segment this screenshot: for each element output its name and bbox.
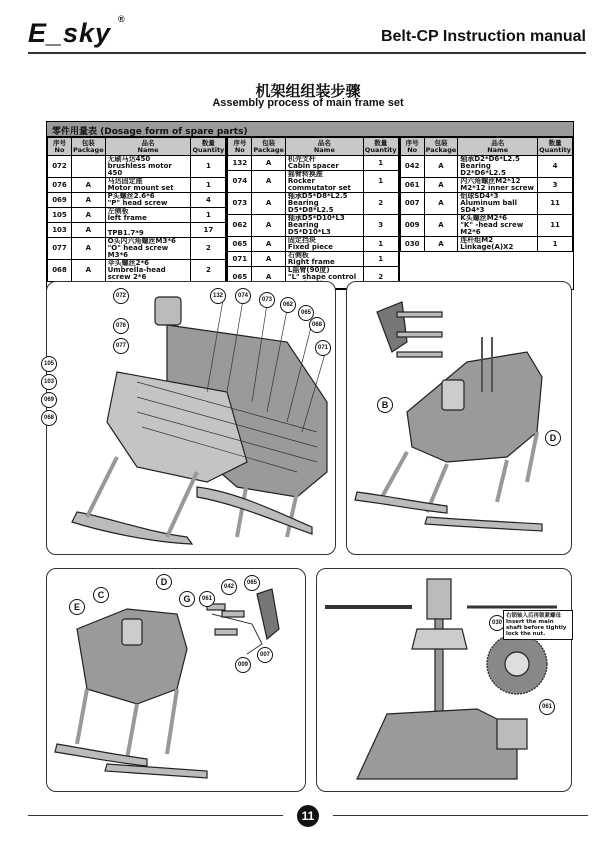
part-name-en: Umbrella-head screw 2*6 — [107, 266, 166, 281]
part-name-cn: 摇臂转换座 — [287, 170, 323, 178]
part-name-cn: 轴承D5*D8*L2.5 — [287, 192, 348, 200]
part-no: 077 — [48, 238, 72, 260]
part-row — [48, 223, 226, 238]
part-no: 030 — [400, 237, 424, 252]
part-quantity: 2 — [191, 260, 226, 282]
callout-077: 077 — [113, 338, 129, 354]
part-name — [285, 156, 363, 171]
part-package: A — [252, 252, 286, 267]
part-name-cn: 连杆组M2 — [460, 236, 494, 244]
header-package: 包装 Package — [73, 138, 104, 154]
part-name-cn: 固定挡块 — [287, 236, 316, 244]
part-quantity: 3 — [538, 178, 573, 193]
part-name-en: Fixed piece — [287, 243, 333, 251]
part-no: 105 — [48, 208, 72, 223]
callout-103: 103 — [41, 374, 57, 390]
part-quantity: 1 — [191, 178, 226, 193]
header-quantity: 数量 Quantity — [364, 138, 397, 154]
part-row — [400, 193, 572, 215]
part-name — [105, 208, 191, 223]
part-package: A — [252, 237, 286, 252]
callout-105: 105 — [41, 356, 57, 372]
main-shaft-note: 右锁轴入后再锁紧螺母 Insert the main shaft before tightly lock the nut. — [503, 610, 573, 640]
part-name — [458, 215, 538, 237]
part-name-cn: 轴承D5*D10*L3 — [287, 214, 345, 222]
part-quantity: 1 — [363, 171, 398, 193]
header-quantity: 数量 Quantity — [539, 138, 571, 154]
part-quantity: 1 — [191, 208, 226, 223]
part-row — [48, 193, 226, 208]
part-name-en: Right frame — [287, 258, 335, 266]
part-no: 076 — [48, 178, 72, 193]
part-no: 065 — [228, 267, 252, 289]
part-no: 132 — [228, 156, 252, 171]
callout-042: 042 — [221, 579, 237, 595]
part-package — [72, 156, 106, 178]
part-name — [285, 252, 363, 267]
callout-c: C — [93, 587, 109, 603]
registered-mark: ® — [118, 14, 126, 24]
part-row — [400, 237, 572, 252]
part-no: 072 — [48, 156, 72, 178]
callout-009: 009 — [235, 657, 251, 673]
part-row — [400, 156, 572, 178]
part-quantity: 1 — [191, 156, 226, 178]
part-no: 069 — [48, 193, 72, 208]
part-name-en: Bearing D2*D6*L2.5 — [460, 162, 506, 177]
callout-061: 061 — [539, 699, 555, 715]
part-package: A — [252, 171, 286, 193]
part-no: 065 — [228, 237, 252, 252]
part-name-en: Bearing D5*D10*L3 — [287, 221, 331, 236]
callout-062: 062 — [280, 297, 296, 313]
part-name-en: Rocker commutator set — [287, 177, 351, 192]
callout-132: 132 — [210, 288, 226, 304]
part-quantity: 17 — [191, 223, 226, 238]
part-name — [458, 237, 538, 252]
part-name-en: brushless motor 450 — [107, 162, 172, 177]
footer-rule-left — [28, 815, 283, 816]
part-no: 068 — [48, 260, 72, 282]
part-quantity: 3 — [363, 215, 398, 237]
header-package: 包装 Package — [253, 138, 284, 154]
part-name — [105, 223, 191, 238]
part-name-en: "K" -head screw M2*6 — [460, 221, 524, 236]
part-quantity: 2 — [191, 238, 226, 260]
part-name-en: left frame — [107, 214, 147, 222]
panel-rotor-head-gear — [316, 568, 572, 792]
part-package: A — [424, 156, 458, 178]
part-name-cn: O头内六角螺丝M3*6 — [107, 237, 176, 245]
rotor-head-illustration — [317, 569, 571, 791]
part-name-en: Linkage(A)X2 — [460, 243, 514, 251]
part-package: A — [72, 193, 106, 208]
part-name-en: Motor mount set — [107, 184, 174, 192]
part-no: 062 — [228, 215, 252, 237]
callout-068b: 068 — [41, 410, 57, 426]
part-package: A — [72, 238, 106, 260]
part-no: 073 — [228, 193, 252, 215]
part-name-en: M2*12 inner screw — [460, 184, 534, 192]
part-name — [285, 237, 363, 252]
callout-g: G — [179, 591, 195, 607]
header-package: 包装 Package — [425, 138, 457, 154]
part-package: A — [424, 215, 458, 237]
part-row — [228, 237, 398, 252]
part-package: A — [252, 156, 286, 171]
part-name-en: TPB1.7*9 — [107, 229, 144, 237]
callout-072: 072 — [113, 288, 129, 304]
part-row — [400, 178, 572, 193]
header-rule — [28, 52, 586, 54]
header-quantity: 数量 Quantity — [192, 138, 225, 154]
part-no: 042 — [400, 156, 424, 178]
part-no: 103 — [48, 223, 72, 238]
part-name-cn: 伞头螺丝2*6 — [107, 259, 150, 267]
part-package: A — [424, 178, 458, 193]
callout-065: 065 — [244, 575, 260, 591]
part-name — [458, 178, 538, 193]
part-name-en: Cabin spacer — [287, 162, 339, 170]
callout-071: 071 — [315, 340, 331, 356]
part-name-en: "L" shape control — [287, 273, 357, 281]
part-name — [285, 215, 363, 237]
spare-parts-heading: 零件用量表 (Dosage form of spare parts) — [47, 122, 573, 137]
callout-065: 065 — [298, 305, 314, 321]
part-quantity: 1 — [363, 237, 398, 252]
part-row — [48, 156, 226, 178]
part-name-en: "P" head screw — [107, 199, 168, 207]
callout-d: D — [156, 574, 172, 590]
part-row — [228, 193, 398, 215]
part-name — [285, 193, 363, 215]
spare-parts-table — [46, 121, 574, 290]
part-quantity: 1 — [363, 156, 398, 171]
panel-frame-servo-mount — [346, 281, 572, 555]
header-no: 序号 No — [228, 138, 252, 156]
parts-column-3 — [400, 137, 573, 289]
callout-061: 061 — [199, 591, 215, 607]
header-name: 品名 Name — [105, 138, 191, 156]
part-quantity: 1 — [538, 237, 573, 252]
part-no: 074 — [228, 171, 252, 193]
part-row — [48, 260, 226, 282]
part-row — [228, 215, 398, 237]
part-name-cn: 铝球SD4*3 — [460, 192, 499, 200]
parts-table-3 — [400, 137, 573, 252]
callout-076: 076 — [113, 318, 129, 334]
part-row — [48, 238, 226, 260]
parts-column-2 — [227, 137, 399, 289]
part-no: 061 — [400, 178, 424, 193]
part-name — [105, 193, 191, 208]
footer-rule-right — [333, 815, 588, 816]
part-name-cn: 马达固定座 — [107, 177, 143, 185]
part-quantity: 1 — [363, 252, 398, 267]
part-package: A — [252, 215, 286, 237]
esky-logo: E_sky ® — [28, 14, 126, 48]
part-quantity: 4 — [538, 156, 573, 178]
part-name-cn: 右侧板 — [287, 251, 309, 259]
part-quantity: 2 — [363, 267, 398, 289]
page-number: 11 — [297, 805, 319, 827]
part-row — [48, 178, 226, 193]
part-name — [105, 178, 191, 193]
part-name-en: Aluminum ball SD4*3 — [460, 199, 517, 214]
header-no: 序号 No — [400, 138, 424, 156]
callout-b: B — [377, 397, 393, 413]
panel-frame-assembled — [46, 568, 306, 792]
callout-e: E — [69, 599, 85, 615]
part-no: 009 — [400, 215, 424, 237]
callout-007: 007 — [257, 647, 273, 663]
part-name — [105, 156, 191, 178]
part-quantity: 4 — [191, 193, 226, 208]
assembled-frame-illustration — [47, 569, 305, 791]
part-name-en: Bearing D5*D8*L2.5 — [287, 199, 334, 214]
part-row — [228, 252, 398, 267]
parts-table-1 — [47, 137, 226, 282]
header-name: 品名 Name — [285, 138, 363, 156]
parts-table-2 — [227, 137, 398, 289]
part-name-cn: L摇臂(90度) — [287, 266, 330, 274]
part-name-cn: 机壳支杆 — [287, 155, 316, 163]
callout-030: 030 — [489, 615, 505, 631]
callout-073: 073 — [259, 292, 275, 308]
part-package: A — [72, 208, 106, 223]
callout-069: 069 — [41, 392, 57, 408]
manual-title: Belt-CP Instruction manual — [380, 28, 586, 45]
part-name — [458, 156, 538, 178]
part-row — [228, 171, 398, 193]
part-name — [458, 193, 538, 215]
part-package: A — [72, 178, 106, 193]
part-no: 071 — [228, 252, 252, 267]
frame-servo-illustration — [347, 282, 571, 554]
part-name-cn: 内六角螺丝M2*12 — [460, 177, 521, 185]
part-name-cn: P头螺丝2.6*6 — [107, 192, 155, 200]
main-frame-illustration — [47, 282, 335, 554]
part-name-cn: 轴承D2*D6*L2.5 — [460, 155, 520, 163]
part-package: A — [72, 223, 106, 238]
part-package: A — [424, 193, 458, 215]
header-name: 品名 Name — [458, 138, 538, 156]
part-quantity: 11 — [538, 193, 573, 215]
part-package: A — [252, 267, 286, 289]
part-quantity: 2 — [363, 193, 398, 215]
part-package: A — [252, 193, 286, 215]
part-name-cn: 无刷马达450 — [107, 155, 151, 163]
part-name-en: "O" head screw M3*6 — [107, 244, 169, 259]
part-row — [48, 208, 226, 223]
panel-main-frame-exploded — [43, 281, 336, 555]
header-no: 序号 No — [48, 138, 72, 156]
part-name — [105, 238, 191, 260]
part-name-cn: K头螺丝M2*6 — [460, 214, 508, 222]
part-row — [400, 215, 572, 237]
part-row — [228, 156, 398, 171]
section-title-cn: 机架组组装步骤 — [255, 82, 361, 100]
part-package: A — [72, 260, 106, 282]
part-name — [105, 260, 191, 282]
part-no: 007 — [400, 193, 424, 215]
part-quantity: 11 — [538, 215, 573, 237]
part-package: A — [424, 237, 458, 252]
callout-068: 068 — [309, 317, 325, 333]
callout-074: 074 — [235, 288, 251, 304]
section-title-en: Assembly process of main frame set — [212, 97, 404, 109]
parts-column-1 — [47, 137, 227, 289]
part-name-cn: 左侧板 — [107, 207, 129, 215]
part-name — [285, 171, 363, 193]
callout-d: D — [545, 430, 561, 446]
